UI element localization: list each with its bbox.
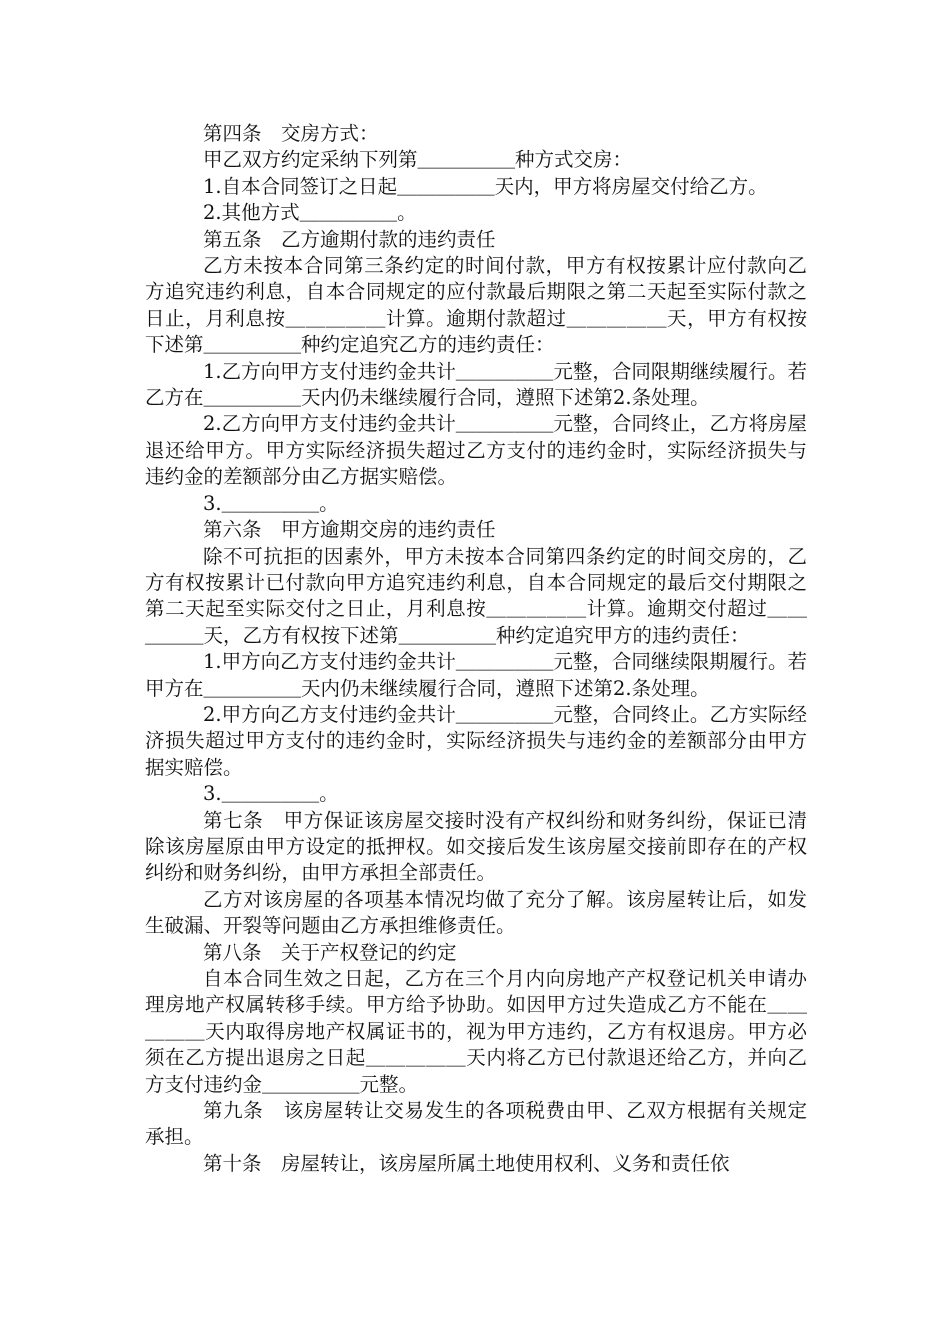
article-10: 第十条 房屋转让，该房屋所属土地使用权利、义务和责任依	[203, 1151, 730, 1175]
paragraph: 除不可抗拒的因素外，甲方未按本合同第四条约定的时间交房的，乙方有权按累计已付款向甲方追究违约利息，自本合同规定的最后交付期限之第二天起至实际交付之日止，月利息按＿＿＿＿＿计算。逾期交付超过＿＿＿＿＿天，乙方有权按下述第＿＿＿＿＿种约定追究甲方的违约责任：	[145, 544, 807, 647]
paragraph: 乙方未按本合同第三条约定的时间付款，甲方有权按累计应付款向乙方追究违约利息，自本合同规定的应付款最后期限之第二天起至实际付款之日止，月利息按＿＿＿＿＿计算。逾期付款超过＿＿＿＿＿天，甲方有权按下述第＿＿＿＿＿种约定追究乙方的违约责任：	[145, 254, 807, 357]
paragraph: 2.甲方向乙方支付违约金共计＿＿＿＿＿元整，合同终止。乙方实际经济损失超过甲方支付的违约金时，实际经济损失与违约金的差额部分由甲方据实赔偿。	[145, 702, 807, 779]
paragraph: 甲乙双方约定采纳下列第＿＿＿＿＿种方式交房：	[203, 148, 633, 172]
paragraph: 1.自本合同签订之日起＿＿＿＿＿天内，甲方将房屋交付给乙方。	[203, 174, 768, 198]
article-4-heading: 第四条 交房方式：	[203, 122, 379, 145]
paragraph: 乙方对该房屋的各项基本情况均做了充分了解。该房屋转让后，如发生破漏、开裂等问题由乙方承担维修责任。	[145, 887, 807, 938]
article-6-heading: 第六条 甲方逾期交房的违约责任	[203, 518, 496, 542]
paragraph: 3.＿＿＿＿＿。	[203, 491, 339, 515]
contract-body	[145, 121, 807, 1177]
article-5-heading: 第五条 乙方逾期付款的违约责任	[203, 227, 496, 251]
article-7: 第七条 甲方保证该房屋交接时没有产权纠纷和财务纠纷，保证已清除该房屋原由甲方设定的抵押权。如交接后发生该房屋交接前即存在的产权纠纷和财务纠纷，由甲方承担全部责任。	[145, 808, 807, 885]
paragraph: 2.其他方式＿＿＿＿＿。	[203, 201, 417, 225]
paragraph: 3.＿＿＿＿＿。	[203, 782, 339, 806]
paragraph: 自本合同生效之日起，乙方在三个月内向房地产产权登记机关申请办理房地产权属转移手续。甲方给予协助。如因甲方过失造成乙方不能在＿＿＿＿＿天内取得房地产权属证书的，视为甲方违约，乙方有权退房。甲方必须在乙方提出退房之日起＿＿＿＿＿天内将乙方已付款退还给乙方，并向乙方支付违约金＿＿＿＿＿元整。	[145, 967, 807, 1096]
article-8-heading: 第八条 关于产权登记的约定	[203, 940, 457, 964]
paragraph: 2.乙方向甲方支付违约金共计＿＿＿＿＿元整，合同终止，乙方将房屋退还给甲方。甲方实际经济损失超过乙方支付的违约金时，实际经济损失与违约金的差额部分由乙方据实赔偿。	[145, 412, 807, 489]
paragraph: 1.乙方向甲方支付违约金共计＿＿＿＿＿元整，合同限期继续履行。若乙方在＿＿＿＿＿天内仍未继续履行合同，遵照下述第2.条处理。	[145, 359, 807, 410]
paragraph: 1.甲方向乙方支付违约金共计＿＿＿＿＿元整，合同继续限期履行。若甲方在＿＿＿＿＿天内仍未继续履行合同，遵照下述第2.条处理。	[145, 650, 807, 700]
article-9: 第九条 该房屋转让交易发生的各项税费由甲、乙双方根据有关规定承担。	[145, 1099, 807, 1149]
